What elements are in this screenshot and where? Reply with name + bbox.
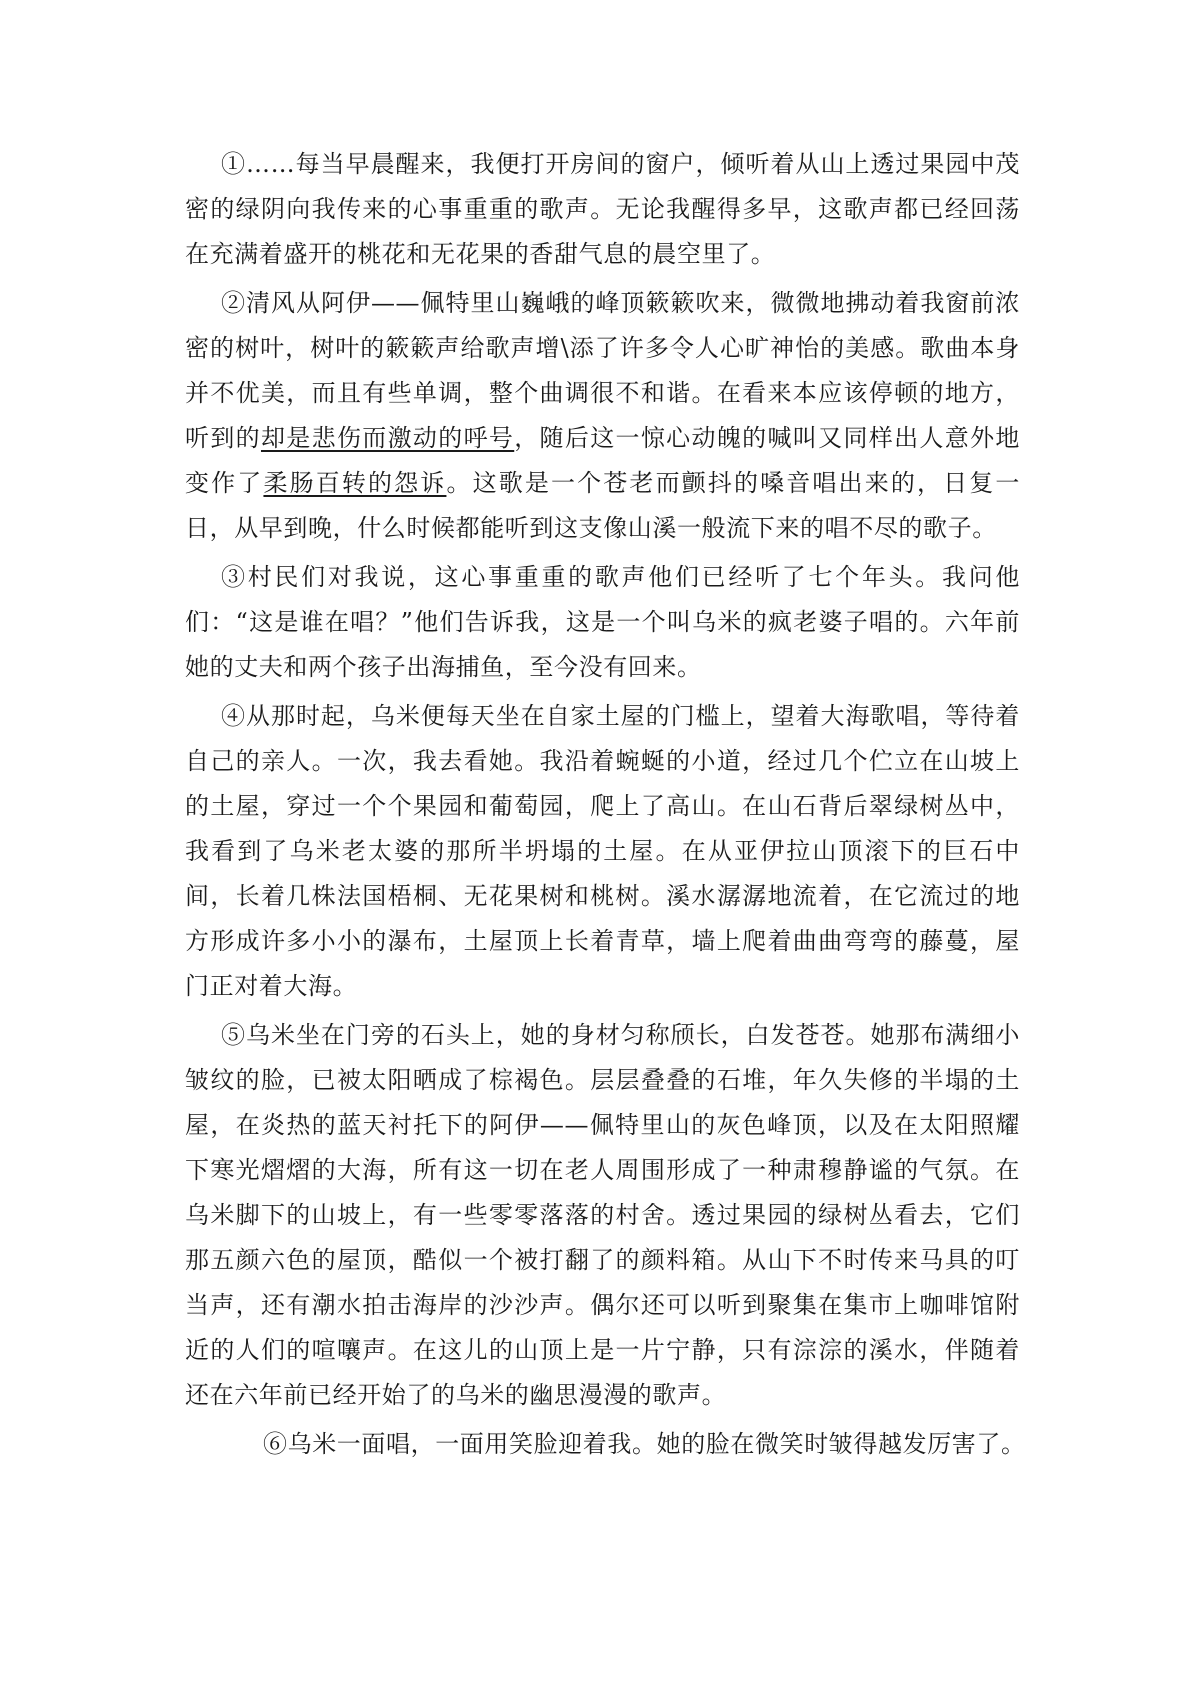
paragraph-text: ，随后这一惊心动魄的喊叫又同样出人意外地变作了: [185, 424, 1021, 497]
article-body: [185, 142, 1026, 1471]
paragraph-text: ④从那时起，乌米便每天坐在自家土屋的门槛上，望着大海歌唱，等待着自己的亲人。一次，我去看她。我沿着蜿蜒的小道，经过几个伫立在山坡上的土屋，穿过一个个果园和葡萄园，爬上了高山。在山石背后翠绿树丛中，我看到了乌米老太婆的那所半坍塌的土屋。在从亚伊拉山顶滚下的巨石中间，长着几株法国梧桐、无花果树和桃树。溪水潺潺地流着，在它流过的地方形成许多小小的瀑布，土屋顶上长着青草，墙上爬着曲曲弯弯的藤蔓，屋门正对着大海。: [185, 702, 1020, 1000]
paragraph-2: [185, 281, 1020, 551]
paragraph-4: [185, 694, 1020, 1009]
underlined-phrase-1: 却是悲伤而激动的呼号: [260, 424, 515, 452]
paragraph-1: [185, 142, 1020, 277]
paragraph-text: ③村民们对我说，这心事重重的歌声他们已经听了七个年头。我问他们：“这是谁在唱？”他们告诉我，这是一个叫乌米的疯老婆子唱的。六年前她的丈夫和两个孩子出海捕鱼，至今没有回来。: [185, 563, 1020, 681]
paragraph-3: [185, 555, 1020, 690]
paragraph-text: 。这歌是一个苍老而颤抖的嗓音唱出来的，日复一日，从早到晚，什么时候都能听到这支像山溪一般流下来的唱不尽的歌子。: [185, 469, 1021, 542]
paragraph-text: ⑤乌米坐在门旁的石头上，她的身材匀称颀长，白发苍苍。她那布满细小皱纹的脸，已被太阳晒成了棕褐色。层层叠叠的石堆，年久失修的半塌的土屋，在炎热的蓝天衬托下的阿伊——佩特里山的灰色峰顶，以及在太阳照耀下寒光熠熠的大海，所有这一切在老人周围形成了一种肃穆静谧的气氛。在乌米脚下的山坡上，有一些零零落落的村舍。透过果园的绿树丛看去，它们那五颜六色的屋顶，酷似一个被打翻了的颜料箱。从山下不时传来马具的叮当声，还有潮水拍击海岸的沙沙声。偶尔还可以听到聚集在集市上咖啡馆附近的人们的喧嚷声。在这儿的山顶上是一片宁静，只有淙淙的溪水，伴随着还在六年前已经开始了的乌米的幽思漫漫的歌声。: [185, 1021, 1020, 1409]
paragraph-5: [185, 1013, 1020, 1418]
paragraph-text: ②清风从阿伊——佩特里山巍峨的峰顶簌簌吹来，微微地拂动着我窗前浓密的树叶，树叶的簌簌声给歌声增\添了许多令人心旷神怡的美感。歌曲本身并不优美，而且有些单调，整个曲调很不和谐。在看来本应该停顿的地方，听到的: [185, 289, 1020, 452]
underlined-phrase-2: 柔肠百转的怨诉: [263, 469, 447, 497]
paragraph-text: ⑥乌米一面唱，一面用笑脸迎着我。她的脸在微笑时皱得越发厉害了。: [263, 1430, 1026, 1458]
paragraph-text: ①……每当早晨醒来，我便打开房间的窗户，倾听着从山上透过果园中茂密的绿阴向我传来的心事重重的歌声。无论我醒得多早，这歌声都已经回荡在充满着盛开的桃花和无花果的香甜气息的晨空里了。: [185, 150, 1020, 268]
paragraph-6: [185, 1422, 1026, 1467]
